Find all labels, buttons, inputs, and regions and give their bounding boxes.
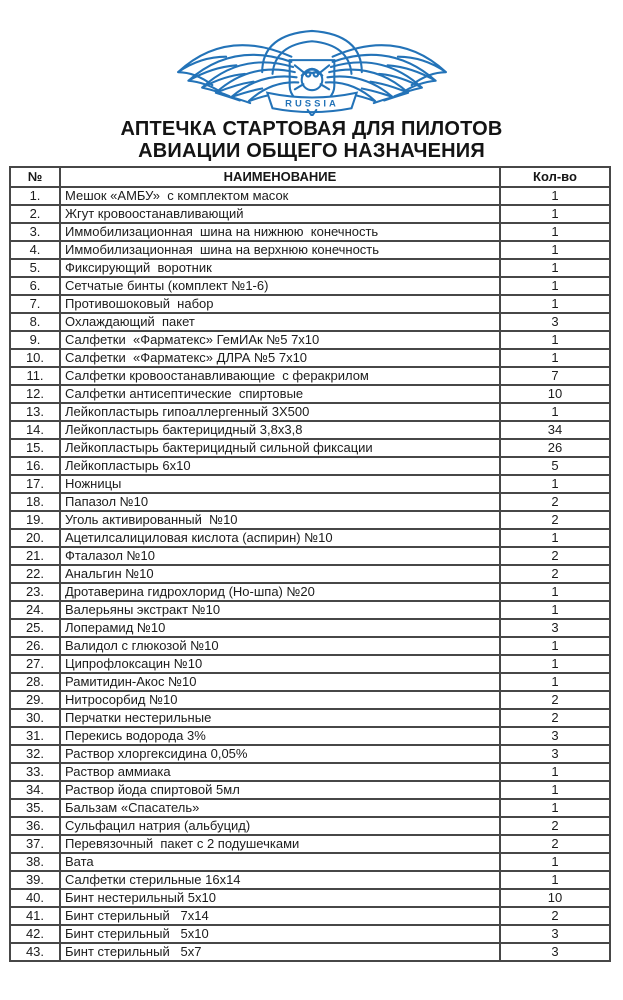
- first-aid-kit-table: [9, 166, 611, 962]
- item-name: Лоперамид №10: [60, 619, 500, 637]
- row-number: 36.: [10, 817, 60, 835]
- table-row: [10, 691, 610, 709]
- row-number: 11.: [10, 367, 60, 385]
- row-number: 23.: [10, 583, 60, 601]
- aopa-wings-emblem: [166, 12, 458, 116]
- column-header-name: НАИМЕНОВАНИЕ: [60, 167, 500, 187]
- item-name: Рамитидин-Акос №10: [60, 673, 500, 691]
- table-row: [10, 313, 610, 331]
- item-name: Дротаверина гидрохлорид (Но-шпа) №20: [60, 583, 500, 601]
- item-quantity: 1: [500, 673, 610, 691]
- item-quantity: 1: [500, 583, 610, 601]
- row-number: 40.: [10, 889, 60, 907]
- item-quantity: 1: [500, 187, 610, 205]
- item-name: Раствор йода спиртовой 5мл: [60, 781, 500, 799]
- row-number: 33.: [10, 763, 60, 781]
- table-row: [10, 223, 610, 241]
- row-number: 39.: [10, 871, 60, 889]
- row-number: 14.: [10, 421, 60, 439]
- table-row: [10, 187, 610, 205]
- item-quantity: 1: [500, 763, 610, 781]
- row-number: 3.: [10, 223, 60, 241]
- row-number: 30.: [10, 709, 60, 727]
- item-quantity: 1: [500, 295, 610, 313]
- row-number: 17.: [10, 475, 60, 493]
- row-number: 5.: [10, 259, 60, 277]
- table-row: [10, 205, 610, 223]
- table-row: [10, 403, 610, 421]
- row-number: 9.: [10, 331, 60, 349]
- item-name: Салфетки стерильные 16х14: [60, 871, 500, 889]
- item-name: Ципрофлоксацин №10: [60, 655, 500, 673]
- row-number: 35.: [10, 799, 60, 817]
- dome-band: [262, 31, 362, 74]
- table-body: [10, 187, 610, 961]
- item-name: Бинт стерильный 5х10: [60, 925, 500, 943]
- item-quantity: 3: [500, 619, 610, 637]
- item-name: Салфетки «Фарматекс» ГемИАк №5 7х10: [60, 331, 500, 349]
- row-number: 32.: [10, 745, 60, 763]
- item-name: Валидол с глюкозой №10: [60, 637, 500, 655]
- row-number: 10.: [10, 349, 60, 367]
- table-row: [10, 745, 610, 763]
- item-name: Лейкопластырь 6х10: [60, 457, 500, 475]
- row-number: 26.: [10, 637, 60, 655]
- item-quantity: 5: [500, 457, 610, 475]
- item-quantity: 34: [500, 421, 610, 439]
- table-row: [10, 511, 610, 529]
- table-row: [10, 673, 610, 691]
- item-quantity: 2: [500, 907, 610, 925]
- table-row: [10, 583, 610, 601]
- table-row: [10, 871, 610, 889]
- item-name: Иммобилизационная шина на нижнюю конечность: [60, 223, 500, 241]
- item-quantity: 10: [500, 889, 610, 907]
- row-number: 43.: [10, 943, 60, 961]
- item-quantity: 1: [500, 871, 610, 889]
- item-quantity: 3: [500, 925, 610, 943]
- table-row: [10, 763, 610, 781]
- table-row: [10, 547, 610, 565]
- item-name: Фиксирующий воротник: [60, 259, 500, 277]
- item-name: Нитросорбид №10: [60, 691, 500, 709]
- row-number: 38.: [10, 853, 60, 871]
- row-number: 22.: [10, 565, 60, 583]
- item-name: Вата: [60, 853, 500, 871]
- item-name: Валерьяны экстракт №10: [60, 601, 500, 619]
- row-number: 13.: [10, 403, 60, 421]
- row-number: 6.: [10, 277, 60, 295]
- item-quantity: 1: [500, 349, 610, 367]
- table-row: [10, 349, 610, 367]
- item-quantity: 2: [500, 817, 610, 835]
- item-quantity: 1: [500, 799, 610, 817]
- item-name: Ножницы: [60, 475, 500, 493]
- aopa-russia-logo: [0, 0, 623, 116]
- item-name: Противошоковый набор: [60, 295, 500, 313]
- table-row: [10, 475, 610, 493]
- table-row: [10, 601, 610, 619]
- table-row: [10, 421, 610, 439]
- table-row: [10, 889, 610, 907]
- item-name: Сульфацил натрия (альбуцид): [60, 817, 500, 835]
- item-name: Ацетилсалициловая кислота (аспирин) №10: [60, 529, 500, 547]
- item-quantity: 1: [500, 403, 610, 421]
- row-number: 1.: [10, 187, 60, 205]
- table-row: [10, 799, 610, 817]
- item-name: Бинт стерильный 7х14: [60, 907, 500, 925]
- item-quantity: 1: [500, 277, 610, 295]
- item-name: Раствор аммиака: [60, 763, 500, 781]
- row-number: 18.: [10, 493, 60, 511]
- item-name: Сетчатые бинты (комплект №1-6): [60, 277, 500, 295]
- table-row: [10, 925, 610, 943]
- row-number: 25.: [10, 619, 60, 637]
- item-name: Лейкопластырь бактерицидный сильной фиксации: [60, 439, 500, 457]
- row-number: 24.: [10, 601, 60, 619]
- item-name: Перчатки нестерильные: [60, 709, 500, 727]
- table-row: [10, 259, 610, 277]
- item-name: Иммобилизационная шина на верхнюю конечность: [60, 241, 500, 259]
- row-number: 15.: [10, 439, 60, 457]
- row-number: 28.: [10, 673, 60, 691]
- item-quantity: 1: [500, 205, 610, 223]
- item-quantity: 7: [500, 367, 610, 385]
- item-name: Жгут кровоостанавливающий: [60, 205, 500, 223]
- row-number: 19.: [10, 511, 60, 529]
- item-quantity: 2: [500, 709, 610, 727]
- page-title-line2: АВИАЦИИ ОБЩЕГО НАЗНАЧЕНИЯ: [138, 140, 485, 163]
- row-number: 27.: [10, 655, 60, 673]
- item-name: Анальгин №10: [60, 565, 500, 583]
- row-number: 34.: [10, 781, 60, 799]
- column-header-quantity: Кол-во: [500, 167, 610, 187]
- table-row: [10, 241, 610, 259]
- row-number: 41.: [10, 907, 60, 925]
- table-row: [10, 655, 610, 673]
- table-row: [10, 619, 610, 637]
- item-name: Папазол №10: [60, 493, 500, 511]
- item-quantity: 1: [500, 241, 610, 259]
- item-quantity: 2: [500, 565, 610, 583]
- item-name: Охлаждающий пакет: [60, 313, 500, 331]
- table-row: [10, 439, 610, 457]
- row-number: 12.: [10, 385, 60, 403]
- item-name: Салфетки «Фарматекс» ДЛРА №5 7х10: [60, 349, 500, 367]
- item-quantity: 1: [500, 853, 610, 871]
- item-quantity: 2: [500, 835, 610, 853]
- item-name: Лейкопластырь гипоаллергенный 3Х500: [60, 403, 500, 421]
- item-name: Перекись водорода 3%: [60, 727, 500, 745]
- row-number: 42.: [10, 925, 60, 943]
- item-quantity: 2: [500, 691, 610, 709]
- row-number: 21.: [10, 547, 60, 565]
- row-number: 16.: [10, 457, 60, 475]
- item-quantity: 1: [500, 637, 610, 655]
- row-number: 4.: [10, 241, 60, 259]
- logo-org-text: [166, 12, 172, 16]
- table-row: [10, 565, 610, 583]
- item-quantity: 1: [500, 601, 610, 619]
- table-row: [10, 295, 610, 313]
- item-name: Салфетки антисептические спиртовые: [60, 385, 500, 403]
- table-row: [10, 331, 610, 349]
- item-quantity: 2: [500, 511, 610, 529]
- item-quantity: 1: [500, 655, 610, 673]
- item-quantity: 1: [500, 781, 610, 799]
- item-quantity: 1: [500, 475, 610, 493]
- table-row: [10, 385, 610, 403]
- table-row: [10, 817, 610, 835]
- item-name: Бинт стерильный 5х7: [60, 943, 500, 961]
- table-row: [10, 367, 610, 385]
- item-name: Фталазол №10: [60, 547, 500, 565]
- row-number: 2.: [10, 205, 60, 223]
- table-row: [10, 277, 610, 295]
- table-row: [10, 907, 610, 925]
- table-row: [10, 457, 610, 475]
- item-quantity: 1: [500, 529, 610, 547]
- item-name: Мешок «АМБУ» с комплектом масок: [60, 187, 500, 205]
- item-quantity: 2: [500, 493, 610, 511]
- logo-country-text: RUSSIA: [284, 98, 339, 110]
- item-quantity: 1: [500, 331, 610, 349]
- item-quantity: 3: [500, 727, 610, 745]
- column-header-number: №: [10, 167, 60, 187]
- item-quantity: 10: [500, 385, 610, 403]
- page-title: [0, 118, 623, 163]
- row-number: 29.: [10, 691, 60, 709]
- row-number: 37.: [10, 835, 60, 853]
- item-quantity: 3: [500, 745, 610, 763]
- row-number: 20.: [10, 529, 60, 547]
- table-header-row: [10, 167, 610, 187]
- item-quantity: 3: [500, 943, 610, 961]
- item-name: Перевязочный пакет с 2 подушечками: [60, 835, 500, 853]
- item-quantity: 26: [500, 439, 610, 457]
- item-name: Салфетки кровоостанавливающие с феракрилом: [60, 367, 500, 385]
- item-name: Лейкопластырь бактерицидный 3,8х3,8: [60, 421, 500, 439]
- table-row: [10, 781, 610, 799]
- table-row: [10, 943, 610, 961]
- table-row: [10, 727, 610, 745]
- item-quantity: 3: [500, 313, 610, 331]
- table-row: [10, 529, 610, 547]
- row-number: 7.: [10, 295, 60, 313]
- item-quantity: 1: [500, 259, 610, 277]
- item-name: Бинт нестерильный 5х10: [60, 889, 500, 907]
- item-quantity: 2: [500, 547, 610, 565]
- table-row: [10, 709, 610, 727]
- item-name: Раствор хлоргексидина 0,05%: [60, 745, 500, 763]
- item-name: Уголь активированный №10: [60, 511, 500, 529]
- table-row: [10, 637, 610, 655]
- item-name: Бальзам «Спасатель»: [60, 799, 500, 817]
- table-row: [10, 493, 610, 511]
- row-number: 8.: [10, 313, 60, 331]
- row-number: 31.: [10, 727, 60, 745]
- page-title-line1: АПТЕЧКА СТАРТОВАЯ ДЛЯ ПИЛОТОВ: [120, 118, 503, 140]
- item-quantity: 1: [500, 223, 610, 241]
- table-row: [10, 835, 610, 853]
- table-row: [10, 853, 610, 871]
